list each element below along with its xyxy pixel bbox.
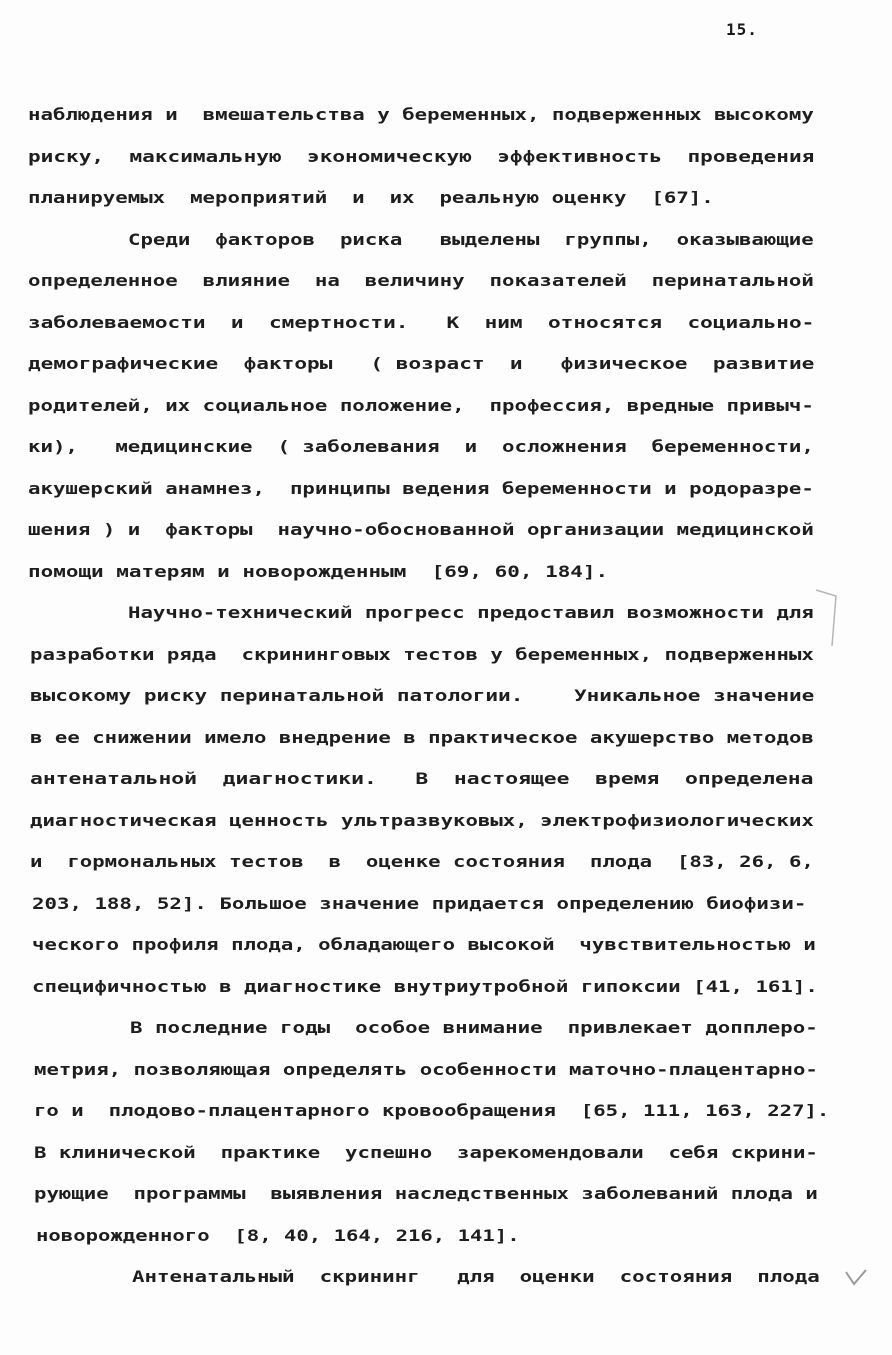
- pencil-bracket-mark: [812, 586, 842, 650]
- page-number: 15.: [726, 20, 758, 39]
- text-line: и гормональных тестов в оценке состояния плода [83, 26, 6,: [30, 852, 814, 871]
- text-line: антенатальной диагностики. В настоящее время определена: [30, 769, 814, 788]
- text-line: метрия, позволяющая определять особенности маточно-плацентарно-: [34, 1060, 818, 1079]
- text-line: рующие программы выявления наследственных заболеваний плода и: [34, 1184, 818, 1203]
- text-line: Антенатальный скрининг для оценки состояния плода: [132, 1267, 820, 1286]
- text-line: помощи матерям и новорожденным [69, 60, 184].: [28, 562, 609, 581]
- text-line: ческого профиля плода, обладающего высокой чувствительностью и: [32, 935, 816, 954]
- text-line: разработки ряда скрининговых тестов у беременных, подверженных: [30, 645, 814, 664]
- text-line: В последние годы особое внимание привлекает допплеро-: [130, 1018, 818, 1037]
- text-line: В клинической практике успешно зарекомендовали себя скрини-: [34, 1143, 818, 1162]
- pencil-check-mark: [842, 1266, 872, 1290]
- text-line: новорожденного [8, 40, 164, 216, 141].: [36, 1226, 520, 1245]
- text-line: в ее снижении имело внедрение в практическое акушерство методов: [30, 728, 814, 747]
- text-line: го и плодово-плацентарного кровообращения [65, 111, 163, 227].: [34, 1101, 830, 1120]
- text-line: 203, 188, 52]. Большое значение придается определению биофизи-: [32, 894, 807, 913]
- text-line: наблюдения и вмешательства у беременных, подверженных высокому: [28, 105, 814, 124]
- text-line: риску, максимальную экономическую эффективность проведения: [28, 147, 815, 166]
- text-line: родителей, их социальное положение, профессия, вредные привыч-: [28, 396, 814, 415]
- text-line: специфичностью в диагностике внутриутробной гипоксии [41, 161].: [32, 977, 818, 996]
- text-line: шения ) и факторы научно-обоснованной организации медицинской: [28, 520, 814, 539]
- text-line: диагностическая ценность ультразвуковых, электрофизиологических: [30, 811, 814, 830]
- text-line: ки), медицинские ( заболевания и осложнения беременности,: [28, 437, 814, 456]
- text-line: демографические факторы ( возраст и физическое развитие: [28, 354, 815, 373]
- text-line: определенное влияние на величину показателей перинатальной: [28, 271, 814, 290]
- text-line: планируемых мероприятий и их реальную оценку [67].: [28, 188, 714, 207]
- text-line: Научно-технический прогресс предоставил возможности для: [128, 603, 814, 622]
- text-line: заболеваемости и смертности. К ним относятся социально-: [28, 313, 815, 332]
- text-line: Среди факторов риска выделены группы, оказывающие: [128, 230, 814, 249]
- text-line: акушерский анамнез, принципы ведения беременности и родоразре-: [28, 479, 814, 498]
- text-line: высокому риску перинатальной патологии. Уникальное значение: [30, 686, 815, 705]
